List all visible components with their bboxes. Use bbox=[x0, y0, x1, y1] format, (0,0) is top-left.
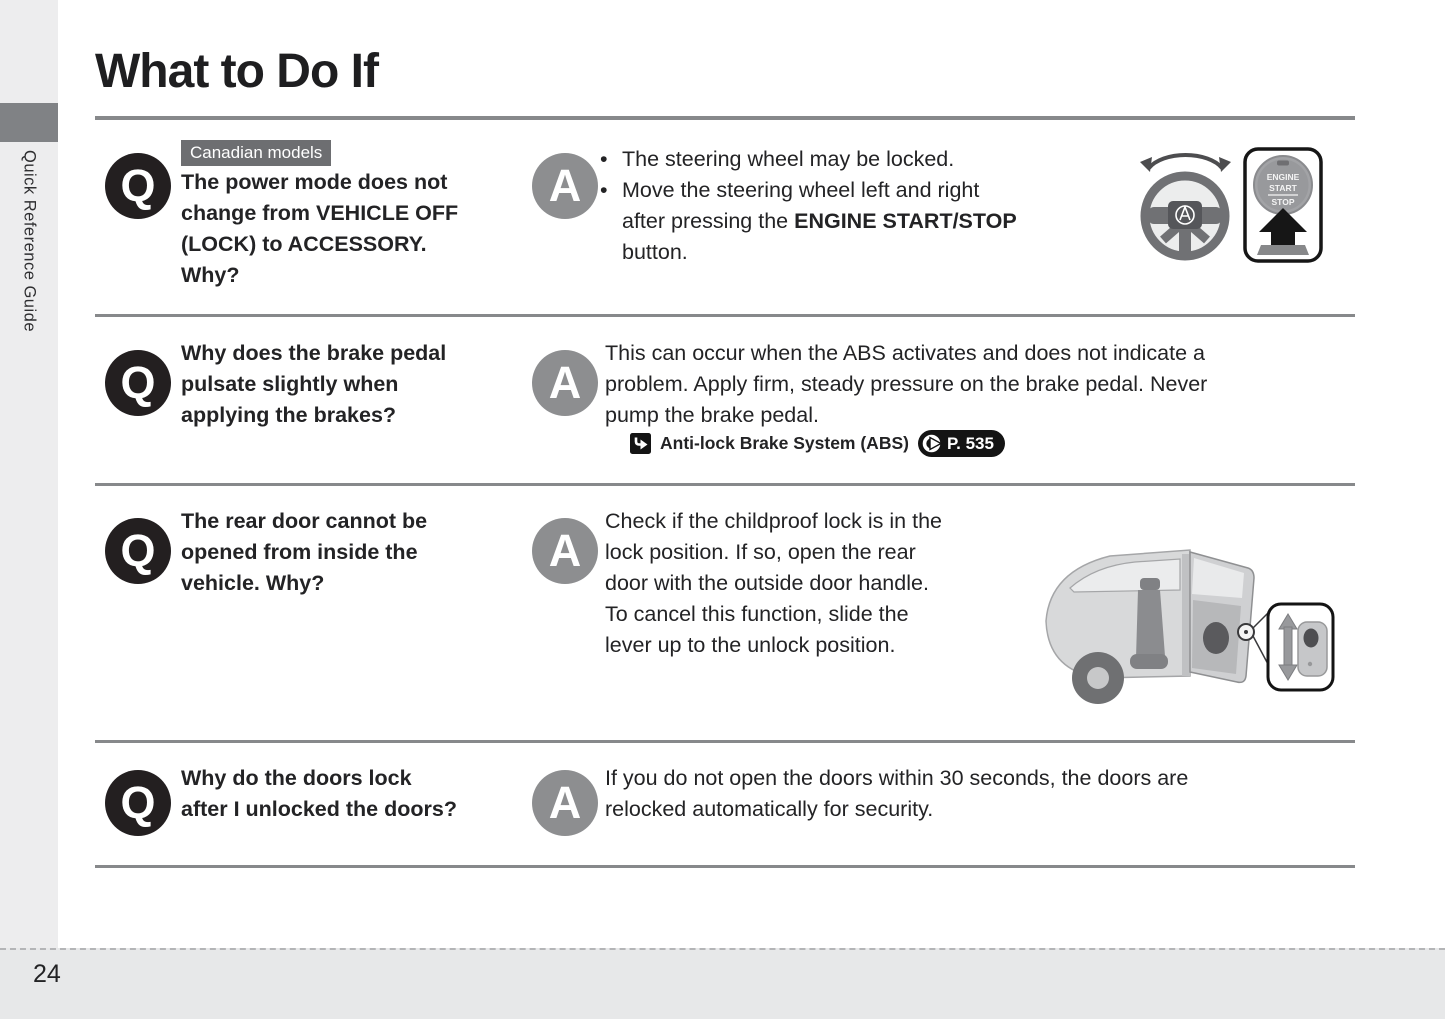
qa-section-rear-door bbox=[95, 500, 1355, 736]
sidebar-chapter-tab bbox=[0, 103, 58, 142]
question-text: The rear door cannot be opened from inside the vehicle. Why? bbox=[181, 509, 428, 595]
question-text: The power mode does not change from VEHICLE OFF (LOCK) to ACCESSORY. Why? bbox=[181, 170, 459, 287]
seat-back bbox=[1136, 590, 1165, 658]
answer-bullet: • The steering wheel may be locked. bbox=[600, 144, 1017, 175]
page-title: What to Do If bbox=[95, 45, 378, 98]
answer-text: This can occur when the ABS activates and does not indicate a problem. Apply firm, steady pressure on the brake pedal. Never pump the brake pedal. bbox=[605, 341, 1208, 427]
svg-text:STOP: STOP bbox=[1271, 197, 1295, 207]
q-glyph: Q bbox=[120, 357, 156, 408]
cross-reference bbox=[630, 430, 1005, 457]
engine-start-stop-button-illustration bbox=[1243, 147, 1323, 263]
question-text: Why do the doors lock after I unlocked the doors? bbox=[181, 766, 457, 821]
bullet-icon: • bbox=[600, 178, 608, 202]
answer-icon bbox=[532, 770, 598, 836]
answer-bullet: • Move the steering wheel left and right after pressing the ENGINE START/STOP button. bbox=[600, 175, 1017, 268]
sidebar-strip bbox=[0, 0, 58, 948]
a-glyph: A bbox=[548, 160, 582, 211]
q-glyph: Q bbox=[120, 160, 156, 211]
q-glyph: Q bbox=[120, 525, 156, 576]
bullet-icon: • bbox=[600, 147, 608, 171]
answer-text bbox=[600, 144, 1017, 268]
a-glyph: A bbox=[548, 777, 582, 828]
page-footer bbox=[0, 948, 1445, 1019]
answer-text: If you do not open the doors within 30 seconds, the doors are relocked automatically for security. bbox=[605, 766, 1189, 821]
page-reference-text: P. 535 bbox=[946, 433, 994, 453]
answer-icon bbox=[532, 518, 598, 584]
section-divider bbox=[95, 740, 1355, 743]
question-icon bbox=[105, 518, 171, 584]
title-divider bbox=[95, 116, 1355, 120]
steering-wheel-illustration bbox=[1133, 146, 1238, 262]
section-divider bbox=[95, 865, 1355, 868]
reference-label: Anti-lock Brake System (ABS) bbox=[660, 433, 909, 453]
q-glyph: Q bbox=[120, 777, 156, 828]
question-icon bbox=[105, 350, 171, 416]
a-glyph: A bbox=[548, 525, 582, 576]
qa-section-power-mode bbox=[95, 138, 1355, 310]
question-icon bbox=[105, 770, 171, 836]
page-number: 24 bbox=[33, 960, 61, 988]
seat-headrest bbox=[1140, 578, 1160, 590]
reference-arrow-icon bbox=[630, 433, 651, 454]
svg-text:START: START bbox=[1269, 183, 1297, 193]
canadian-models-badge: Canadian models bbox=[181, 140, 331, 166]
question-text: Why does the brake pedal pulsate slightly when applying the brakes? bbox=[181, 341, 447, 427]
section-divider bbox=[95, 483, 1355, 486]
answer-icon bbox=[532, 153, 598, 219]
answer-icon bbox=[532, 350, 598, 416]
question-icon bbox=[105, 153, 171, 219]
a-glyph: A bbox=[548, 357, 582, 408]
qa-section-door-relock bbox=[95, 756, 1355, 860]
childproof-lock-illustration bbox=[1040, 526, 1335, 712]
answer-text: Check if the childproof lock is in the lock position. If so, open the rear door with the outside door handle. To cancel this function, slide the lever up to the unlock position. bbox=[605, 509, 942, 657]
qa-section-brake-pedal bbox=[95, 330, 1355, 478]
page-reference-link[interactable] bbox=[918, 430, 1005, 457]
sidebar-chapter-label bbox=[0, 150, 58, 332]
svg-text:ENGINE: ENGINE bbox=[1266, 172, 1300, 182]
section-divider bbox=[95, 314, 1355, 317]
page-arrow-icon bbox=[922, 433, 943, 454]
sidebar-chapter-label-text: Quick Reference Guide bbox=[20, 150, 39, 333]
